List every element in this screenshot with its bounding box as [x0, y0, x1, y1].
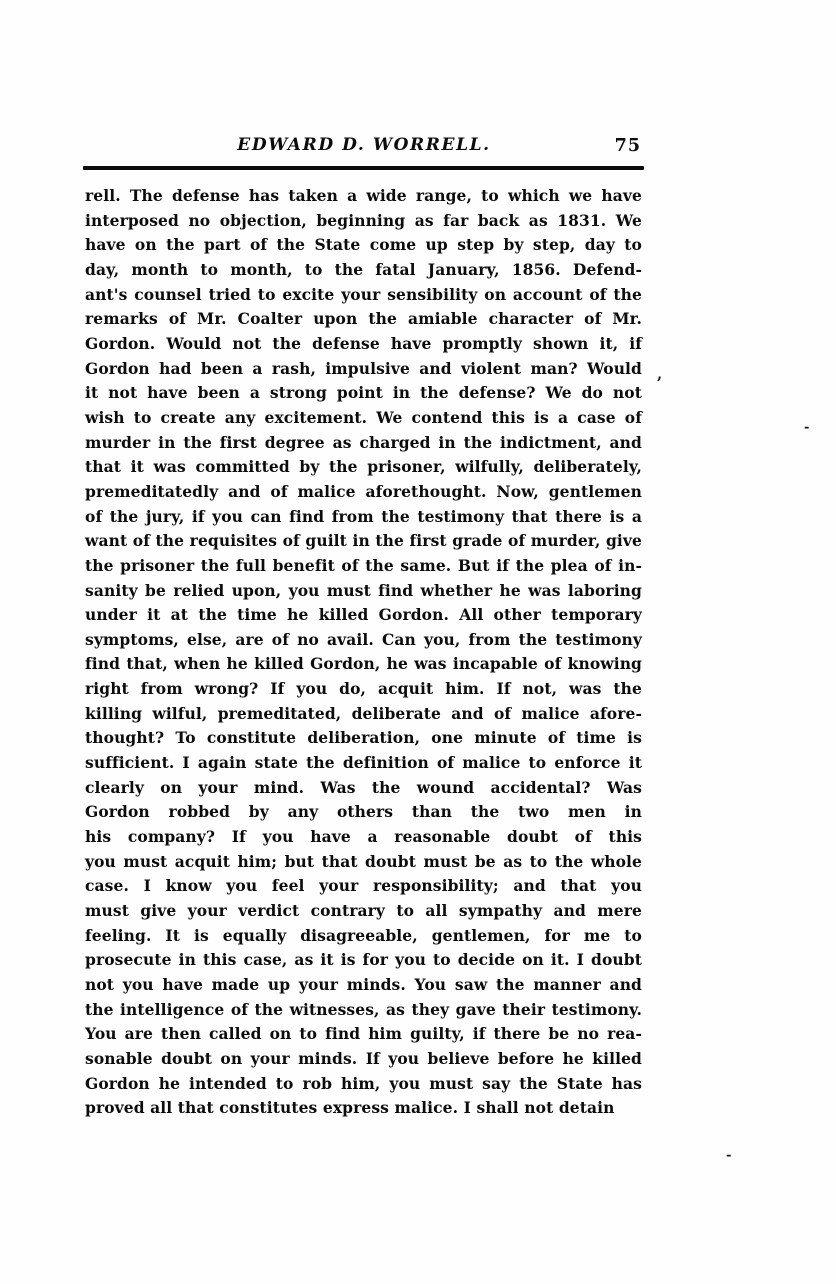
text-line: Gordon he intended to rob him, you must say the State has: [85, 1073, 642, 1093]
text-line: you must acquit him; but that doubt must be as to the whole: [85, 851, 642, 871]
scan-speck-dash-bottom: -: [726, 1148, 732, 1163]
text-line: sufficient. I again state the definition of malice to enforce it: [85, 753, 642, 773]
text-line: symptoms, else, are of no avail. Can you, from the testimony: [85, 629, 642, 649]
text-line: it not have been a strong point in the defense? We do not: [85, 383, 642, 403]
text-line: Gordon robbed by any others than the two men in: [85, 802, 642, 822]
text-line: the intelligence of the witnesses, as they gave their testimony.: [85, 999, 642, 1019]
text-line: right from wrong? If you do, acquit him. If not, was the: [85, 679, 642, 699]
text-line: the prisoner the full benefit of the same. But if the plea of in-: [85, 555, 642, 575]
page-header: [85, 135, 643, 163]
scan-speck-dash-right: -: [804, 420, 810, 435]
text-line: day, month to month, to the fatal January, 1856. Defend-: [85, 259, 642, 279]
text-line: case. I know you feel your responsibility; and that you: [85, 876, 642, 896]
text-line: clearly on your mind. Was the wound accidental? Was: [85, 777, 642, 797]
text-line: want of the requisites of guilt in the first grade of murder, give: [85, 531, 642, 551]
text-line: under it at the time he killed Gordon. All other temporary: [85, 605, 642, 625]
text-line: murder in the first degree as charged in the indictment, and: [85, 432, 642, 452]
text-line: sanity be relied upon, you must find whether he was laboring: [85, 580, 642, 600]
text-line: that it was committed by the prisoner, wilfully, deliberately,: [85, 457, 642, 477]
text-line: must give your verdict contrary to all sympathy and mere: [85, 901, 642, 921]
body-text-block: [85, 184, 642, 1121]
text-line: find that, when he killed Gordon, he was incapable of knowing: [85, 654, 642, 674]
text-line: feeling. It is equally disagreeable, gentlemen, for me to: [85, 925, 642, 945]
text-line: remarks of Mr. Coalter upon the amiable character of Mr.: [85, 309, 642, 329]
page-number: 75: [614, 136, 641, 156]
text-line: interposed no objection, beginning as far back as 1831. We: [85, 210, 642, 230]
text-line: Gordon had been a rash, impulsive and violent man? Would: [85, 358, 642, 378]
text-line: sonable doubt on your minds. If you believe before he killed: [85, 1048, 642, 1068]
text-line: killing wilful, premeditated, deliberate and of malice afore-: [85, 703, 642, 723]
text-line: thought? To constitute deliberation, one minute of time is: [85, 728, 642, 748]
text-line: not you have made up your minds. You saw the manner and: [85, 975, 642, 994]
text-line: wish to create any excitement. We contend this is a case of: [85, 407, 642, 427]
text-line: have on the part of the State come up step by step, day to: [85, 235, 642, 255]
text-line: rell. The defense has taken a wide range, to which we have: [85, 186, 642, 205]
text-line: Gordon. Would not the defense have promptly shown it, if: [85, 333, 642, 353]
text-line: premeditatedly and of malice aforethought. Now, gentlemen: [85, 481, 642, 501]
text-line: ant's counsel tried to excite your sensibility on account of the: [85, 284, 642, 304]
text-line: his company? If you have a reasonable doubt of this: [85, 827, 642, 847]
text-line: You are then called on to find him guilty, if there be no rea-: [85, 1024, 642, 1044]
running-title: EDWARD D. WORRELL.: [237, 135, 491, 155]
header-rule: [83, 166, 644, 170]
text-line: of the jury, if you can find from the testimony that there is a: [85, 506, 642, 526]
text-line: proved all that constitutes express malice. I shall not detain: [85, 1098, 615, 1118]
text-line: prosecute in this case, as it is for you to decide on it. I doubt: [85, 950, 642, 970]
scan-speck-comma: ,: [657, 365, 663, 383]
